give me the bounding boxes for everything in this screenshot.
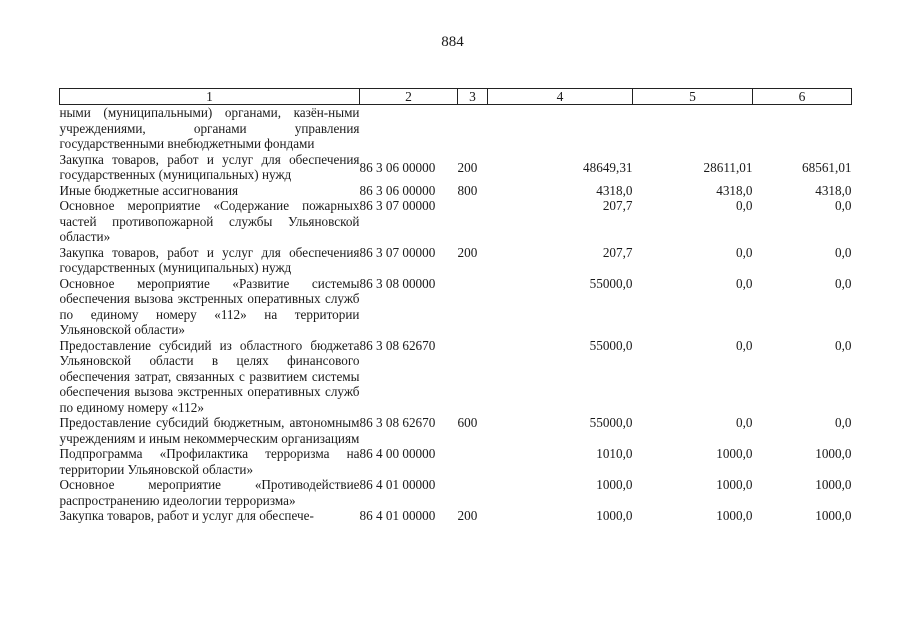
row-value-col4: 1010,0: [596, 446, 633, 461]
row-value-col6: 0,0: [835, 198, 852, 213]
row-value-col4: 1000,0: [596, 508, 633, 523]
row-code: 86 4 01 00000: [359, 477, 436, 492]
row-value-col6: 1000,0: [815, 446, 852, 461]
row-expense-type: 200: [457, 159, 478, 175]
table-row: [60, 198, 852, 245]
row-code: 86 3 08 62670: [359, 337, 436, 353]
row-value-col4: 207,7: [602, 244, 633, 260]
row-value-col6: 4318,0: [815, 182, 852, 198]
row-value-col6: 68561,01: [802, 159, 852, 175]
row-expense-type: 200: [457, 508, 478, 523]
row-expense-type: [458, 338, 488, 416]
row-expense-type: 600: [457, 415, 478, 430]
row-value-col4: 55000,0: [589, 337, 633, 353]
row-code: 86 3 06 00000: [359, 159, 436, 175]
row-value-col4: 207,7: [602, 198, 633, 213]
row-name: Подпрограмма «Профилактика терроризма на территории Ульяновской области»: [59, 446, 360, 477]
table-row: [60, 276, 852, 338]
row-expense-type: [458, 446, 488, 477]
row-name: Иные бюджетные ассигнования: [59, 182, 239, 198]
row-name: Основное мероприятие «Содержание пожарных частей противопожарной службы Ульяновской области»: [59, 198, 360, 244]
row-value-col5: 0,0: [736, 415, 753, 430]
row-value-col5: [633, 105, 753, 152]
row-code: 86 3 08 62670: [359, 415, 436, 430]
row-value-col4: [488, 105, 633, 152]
row-value-col6: 1000,0: [815, 477, 852, 492]
row-value-col5: 28611,01: [703, 159, 753, 175]
row-code: 86 4 00 00000: [359, 446, 436, 461]
row-expense-type: [458, 477, 488, 508]
column-header-1: 1: [60, 89, 360, 105]
table-row: [60, 415, 852, 446]
column-header-2: 2: [360, 89, 458, 105]
row-value-col4: 48649,31: [583, 159, 633, 175]
row-code: 86 4 01 00000: [359, 508, 436, 523]
row-value-col5: 0,0: [736, 244, 753, 260]
table-row: [60, 245, 852, 276]
table-row: [60, 338, 852, 416]
row-code: 86 3 06 00000: [359, 182, 436, 198]
page-number: 884: [441, 34, 464, 50]
row-expense-type: 200: [457, 244, 478, 260]
row-expense-type: [458, 105, 488, 152]
row-value-col4: 1000,0: [596, 477, 633, 492]
row-value-col6: 1000,0: [815, 508, 852, 523]
row-value-col4: 55000,0: [589, 415, 633, 430]
row-value-col5: 1000,0: [716, 477, 753, 492]
row-name: Основное мероприятие «Противодействие распространению идеологии терроризма»: [59, 477, 360, 508]
row-code: 86 3 07 00000: [359, 244, 436, 260]
row-value-col5: 1000,0: [716, 508, 753, 523]
row-expense-type: 800: [457, 182, 478, 198]
row-value-col5: 0,0: [736, 275, 753, 291]
row-value-col5: 0,0: [736, 198, 753, 213]
table-header: [60, 89, 852, 105]
row-value-col6: [753, 105, 852, 152]
row-value-col5: 1000,0: [716, 446, 753, 461]
row-value-col6: 0,0: [835, 244, 852, 260]
row-value-col6: 0,0: [835, 275, 852, 291]
row-value-col6: 0,0: [835, 415, 852, 430]
row-code: [360, 105, 458, 152]
table-row: [60, 508, 852, 524]
row-name: Предоставление субсидий бюджетным, автономным учреждениям и иным некоммерческим организациям: [59, 415, 360, 446]
row-name: Основное мероприятие «Развитие системы обеспечения вызова экстренных оперативных служб по единому номеру «112» на территории Ульяновской области»: [59, 275, 360, 337]
row-name: Закупка товаров, работ и услуг для обеспечения государственных (муниципальных) нужд: [59, 244, 360, 275]
table-row: [60, 477, 852, 508]
row-value-col5: 4318,0: [716, 182, 753, 198]
table-row: [60, 183, 852, 199]
row-code: 86 3 07 00000: [359, 198, 436, 213]
column-header-6: 6: [753, 89, 852, 105]
table-row: [60, 105, 852, 152]
column-header-4: 4: [488, 89, 633, 105]
row-value-col4: 55000,0: [589, 275, 633, 291]
row-value-col5: 0,0: [736, 337, 753, 353]
row-name: ными (муниципальными) органами, казён-ными учреждениями, органами управления государственными внебюджетными фондами: [59, 105, 360, 151]
row-value-col6: 0,0: [835, 337, 852, 353]
budget-table: [59, 88, 852, 524]
table-body: [60, 105, 852, 524]
column-header-3: 3: [458, 89, 488, 105]
table-row: [60, 446, 852, 477]
row-code: 86 3 08 00000: [359, 275, 436, 291]
row-name: Закупка товаров, работ и услуг для обеспече-: [59, 508, 314, 523]
row-name: Закупка товаров, работ и услуг для обеспечения государственных (муниципальных) нужд: [59, 151, 360, 182]
table-row: [60, 152, 852, 183]
row-expense-type: [458, 198, 488, 245]
row-expense-type: [458, 276, 488, 338]
row-name: Предоставление субсидий из областного бюджета Ульяновской области в целях финансового обеспечения затрат, связанных с развитием системы обеспечения вызова экстренных оперативных служб по единому номеру «112»: [59, 337, 360, 415]
column-header-5: 5: [633, 89, 753, 105]
row-value-col4: 4318,0: [596, 182, 633, 198]
